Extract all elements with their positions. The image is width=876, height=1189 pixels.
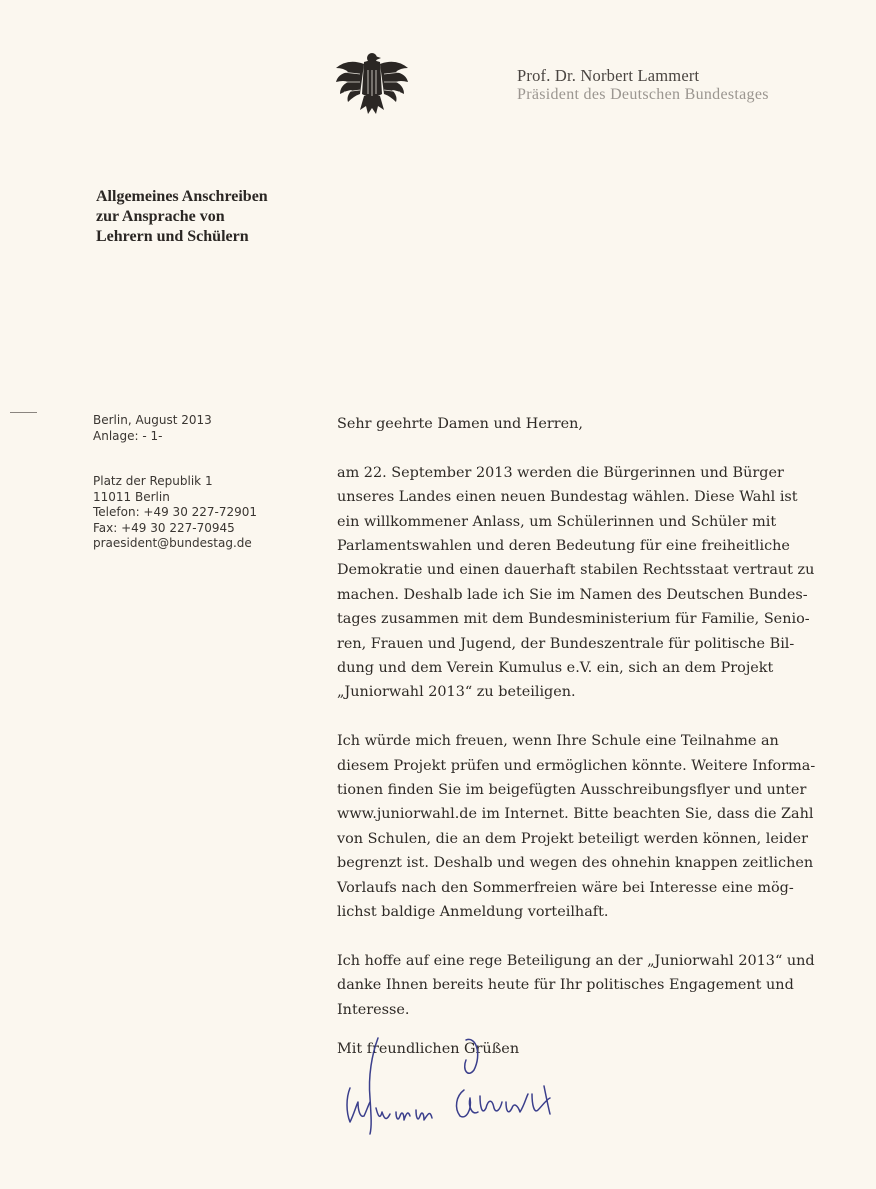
text-line: lichst baldige Anmeldung vorteilhaft.: [337, 904, 609, 921]
address-email: praesident@bundestag.de: [93, 536, 252, 550]
date-block: [93, 413, 313, 444]
text-line: dung und dem Verein Kumulus e.V. ein, sich an dem Projekt: [337, 660, 774, 677]
text-line: www.juniorwahl.de im Internet. Bitte beachten Sie, dass die Zahl: [337, 806, 814, 823]
text-line: Ich würde mich freuen, wenn Ihre Schule eine Teilnahme an: [337, 733, 779, 750]
closing: Mit freundlichen Grüßen: [337, 1041, 520, 1057]
text-line: ein willkommener Anlass, um Schülerinnen und Schüler mit: [337, 513, 777, 530]
text-line: am 22. September 2013 werden die Bürgerinnen und Bürger: [337, 464, 784, 481]
subject-line: Allgemeines Anschreiben: [96, 188, 268, 205]
subject-line: Lehrern und Schülern: [96, 228, 249, 245]
text-line: machen. Deshalb lade ich Sie im Namen des Deutschen Bundes-: [337, 586, 808, 603]
address-phone: Telefon: +49 30 227-72901: [93, 505, 258, 519]
text-line: Parlamentswahlen und deren Bedeutung für eine freiheitliche: [337, 538, 790, 555]
sender-name: Prof. Dr. Norbert Lammert: [517, 66, 700, 85]
text-line: von Schulen, die an dem Projekt beteiligt werden können, leider: [337, 830, 809, 847]
address-city: 11011 Berlin: [93, 489, 170, 504]
text-line: danke Ihnen bereits heute für Ihr politisches Engagement und: [337, 977, 794, 994]
sender-title: Präsident des Deutschen Bundestages: [517, 86, 769, 103]
address-street: Platz der Republik 1: [93, 474, 213, 488]
letter-subject: [96, 187, 356, 247]
text-line: „Juniorwahl 2013“ zu beteiligen.: [337, 684, 576, 701]
text-line: Ich hoffe auf eine rege Beteiligung an der „Juniorwahl 2013“ und: [337, 952, 815, 969]
attachment-note: Anlage: - 1-: [93, 428, 163, 443]
paragraph-2: [337, 729, 815, 924]
fold-mark: [10, 412, 37, 413]
text-line: Interesse.: [337, 1001, 410, 1018]
paragraph-3: [337, 949, 815, 1022]
address-fax: Fax: +49 30 227-70945: [93, 520, 235, 535]
salutation: Sehr geehrte Damen und Herren,: [337, 416, 583, 432]
place-date: Berlin, August 2013: [93, 413, 212, 427]
address-block: [93, 474, 313, 552]
federal-eagle-icon: [334, 50, 410, 116]
signature: [336, 1036, 576, 1136]
text-line: tages zusammen mit dem Bundesministerium für Familie, Senio-: [337, 611, 810, 628]
text-line: unseres Landes einen neuen Bundestag wählen. Diese Wahl ist: [337, 489, 798, 506]
text-line: tionen finden Sie im beigefügten Ausschreibungsflyer und unter: [337, 782, 807, 799]
text-line: diesem Projekt prüfen und ermöglichen könnte. Weitere Informa-: [337, 757, 816, 774]
letter-body: [337, 412, 815, 1022]
text-line: begrenzt ist. Deshalb und wegen des ohnehin knappen zeitlichen: [337, 855, 814, 872]
text-line: ren, Frauen und Jugend, der Bundeszentrale für politische Bil-: [337, 635, 795, 652]
text-line: Demokratie und einen dauerhaft stabilen Rechtsstaat vertraut zu: [337, 562, 815, 579]
subject-line: zur Ansprache von: [96, 208, 225, 225]
text-line: Vorlaufs nach den Sommerfreien wäre bei Interesse eine mög-: [337, 879, 794, 896]
paragraph-1: [337, 461, 815, 705]
